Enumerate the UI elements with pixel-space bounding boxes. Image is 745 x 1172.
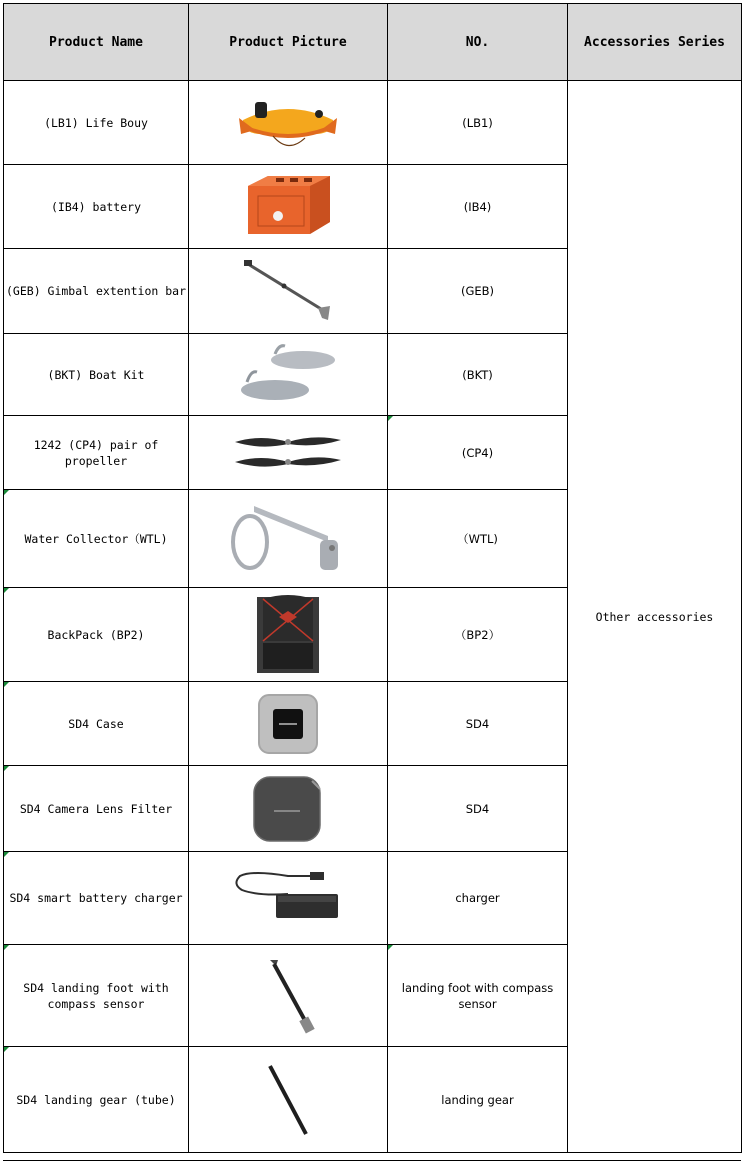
- product-no-cell: charger: [388, 852, 568, 945]
- charger-icon: [228, 868, 348, 928]
- product-picture-cell: [189, 945, 388, 1047]
- product-no-cell: (CP4): [388, 416, 568, 490]
- product-no-cell: (BKT): [388, 334, 568, 416]
- product-picture-cell: [189, 490, 388, 588]
- boat-kit-icon: [233, 340, 343, 410]
- backpack-icon: [253, 593, 323, 677]
- product-name-cell: BackPack (BP2): [4, 588, 189, 682]
- product-name-cell: (LB1) Life Bouy: [4, 81, 189, 165]
- accessories-table: [3, 3, 742, 1153]
- header-product-name: Product Name: [4, 4, 189, 81]
- product-picture-cell: [189, 852, 388, 945]
- product-no-cell: （WTL): [388, 490, 568, 588]
- series-cell: Other accessories: [568, 81, 742, 1153]
- product-name-cell: SD4 landing gear (tube): [4, 1047, 189, 1153]
- product-name-cell: Water Collector（WTL): [4, 490, 189, 588]
- product-picture-cell: [189, 1047, 388, 1153]
- product-name-cell: 1242 (CP4) pair of propeller: [4, 416, 189, 490]
- life-buoy-icon: [233, 88, 343, 158]
- product-picture-cell: [189, 165, 388, 249]
- table-row: [4, 81, 742, 165]
- extension-bar-icon: [238, 256, 338, 326]
- product-name-cell: (IB4) battery: [4, 165, 189, 249]
- product-no-cell: （BP2）: [388, 588, 568, 682]
- filter-pouch-icon: [248, 771, 328, 847]
- propeller-icon: [231, 428, 345, 478]
- bottom-divider: [3, 1160, 741, 1161]
- product-picture-cell: [189, 334, 388, 416]
- product-no-cell: landing foot with compass sensor: [388, 945, 568, 1047]
- product-picture-cell: [189, 81, 388, 165]
- product-picture-cell: [189, 249, 388, 334]
- product-picture-cell: [189, 416, 388, 490]
- header-row: [4, 4, 742, 81]
- case-icon: [253, 689, 323, 759]
- product-name-cell: SD4 landing foot with compass sensor: [4, 945, 189, 1047]
- product-name-cell: (BKT) Boat Kit: [4, 334, 189, 416]
- product-name-cell: (GEB) Gimbal extention bar: [4, 249, 189, 334]
- product-no-cell: (IB4): [388, 165, 568, 249]
- landing-foot-icon: [248, 956, 328, 1036]
- product-picture-cell: [189, 588, 388, 682]
- product-no-cell: (GEB): [388, 249, 568, 334]
- product-no-cell: SD4: [388, 682, 568, 766]
- product-no-cell: SD4: [388, 766, 568, 852]
- product-picture-cell: [189, 682, 388, 766]
- header-accessories-series: Accessories Series: [568, 4, 742, 81]
- product-name-cell: SD4 Case: [4, 682, 189, 766]
- product-name-cell: SD4 Camera Lens Filter: [4, 766, 189, 852]
- product-picture-cell: [189, 766, 388, 852]
- product-no-cell: landing gear: [388, 1047, 568, 1153]
- battery-icon: [238, 172, 338, 242]
- header-no: NO.: [388, 4, 568, 81]
- landing-gear-icon: [248, 1060, 328, 1140]
- header-product-picture: Product Picture: [189, 4, 388, 81]
- water-collector-icon: [228, 496, 348, 582]
- product-no-cell: (LB1): [388, 81, 568, 165]
- product-name-cell: SD4 smart battery charger: [4, 852, 189, 945]
